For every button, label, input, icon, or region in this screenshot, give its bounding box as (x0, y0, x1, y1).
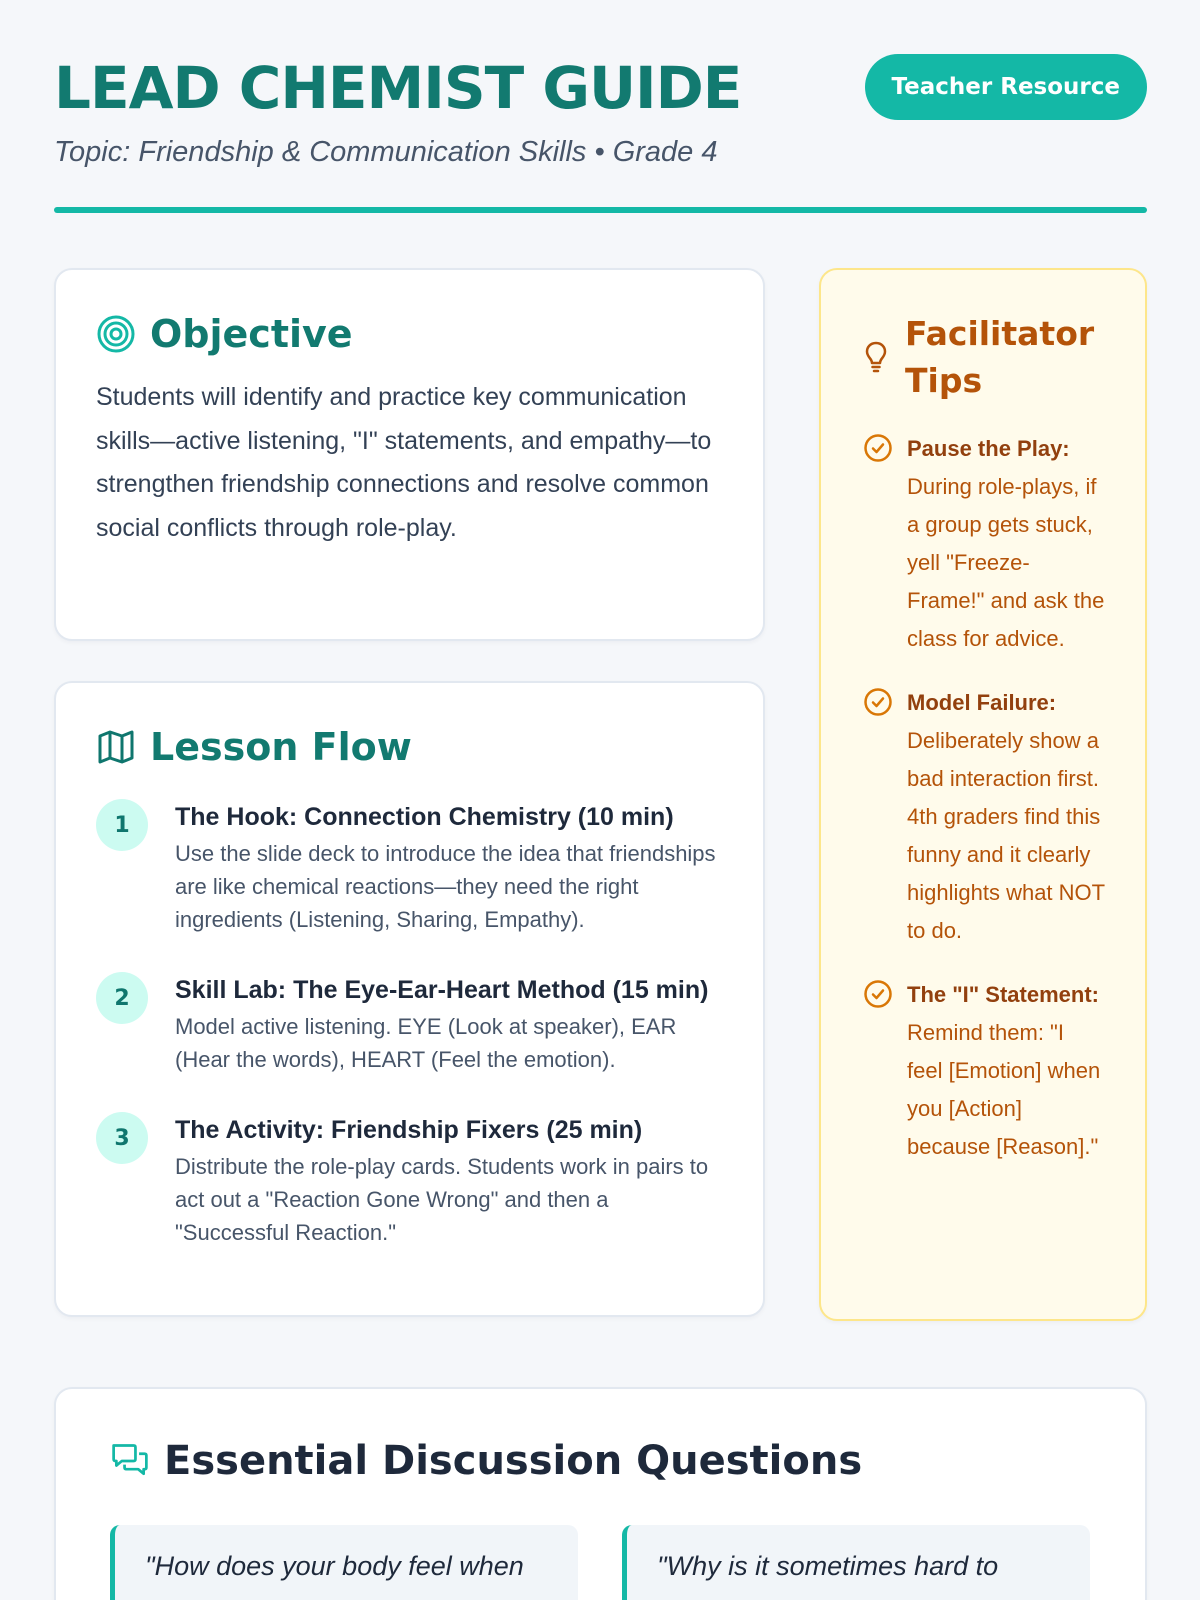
facilitator-tips-card (819, 268, 1147, 1321)
check-circle-icon (863, 687, 893, 717)
step-number: 1 (96, 799, 148, 851)
step-title: The Activity: Friendship Fixers (25 min) (175, 1116, 643, 1144)
tip-item (863, 684, 1105, 950)
tip-item (863, 430, 1105, 658)
tip-text (907, 430, 1105, 658)
discussion-title: Essential Discussion Questions (164, 1438, 863, 1484)
objective-text: Students will identify and practice key communication skills—active listening, "I" statements, and empathy—to strengthen friendship connections and resolve common social conflicts through role-play. (96, 383, 712, 542)
lesson-step (96, 1110, 723, 1249)
discussion-card (54, 1387, 1147, 1600)
step-body (175, 1110, 723, 1249)
lesson-steps (96, 797, 723, 1249)
step-number: 3 (96, 1112, 148, 1164)
tip-body: During role-plays, if a group gets stuck, yell "Freeze-Frame!" and ask the class for advice. (907, 474, 1105, 651)
step-description: Distribute the role-play cards. Students work in pairs to act out a "Reaction Gone Wrong" and then a "Successful Reaction." (175, 1154, 709, 1245)
lesson-step (96, 797, 723, 936)
step-title: Skill Lab: The Eye-Ear-Heart Method (15 min) (175, 976, 709, 1004)
discussion-questions (110, 1525, 1091, 1600)
tip-label: The "I" Statement: (907, 982, 1099, 1007)
discussion-question: "How does your body feel when (110, 1525, 578, 1600)
discussion-heading (110, 1439, 1091, 1483)
lesson-flow-card (54, 681, 765, 1317)
tip-label: Pause the Play: (907, 436, 1070, 461)
facilitator-tips-heading (863, 310, 1105, 404)
lightbulb-icon (863, 340, 889, 374)
tip-item (863, 976, 1105, 1166)
lesson-flow-title: Lesson Flow (150, 725, 412, 769)
objective-heading (96, 312, 723, 356)
facilitator-tips-title: Facilitator Tips (905, 314, 1095, 400)
lesson-step (96, 970, 723, 1076)
target-icon (96, 314, 136, 354)
teacher-resource-badge: Teacher Resource (865, 54, 1147, 120)
header-divider (54, 207, 1147, 213)
tip-text (907, 976, 1105, 1166)
step-title: The Hook: Connection Chemistry (10 min) (175, 803, 674, 831)
tip-body: Deliberately show a bad interaction first. 4th graders find this funny and it clearly highlights what NOT to do. (907, 728, 1105, 943)
page-subtitle: Topic: Friendship & Communication Skills • Grade 4 (54, 136, 718, 168)
facilitator-tips-list (863, 430, 1105, 1166)
page-header (54, 50, 1147, 169)
step-number: 2 (96, 972, 148, 1024)
step-body (175, 970, 723, 1076)
tip-body: Remind them: "I feel [Emotion] when you [Action] because [Reason]." (907, 1020, 1101, 1159)
lesson-flow-heading (96, 725, 723, 769)
tip-label: Model Failure: (907, 690, 1057, 715)
step-description: Model active listening. EYE (Look at speaker), EAR (Hear the words), HEART (Feel the emotion). (175, 1014, 677, 1072)
objective-card (54, 268, 765, 641)
tip-text (907, 684, 1105, 950)
discussion-question: "Why is it sometimes hard to (622, 1525, 1090, 1600)
objective-title: Objective (150, 312, 353, 356)
check-circle-icon (863, 979, 893, 1009)
check-circle-icon (863, 433, 893, 463)
step-description: Use the slide deck to introduce the idea that friendships are like chemical reactions—they need the right ingredients (Listening, Sharing, Empathy). (175, 841, 716, 932)
step-body (175, 797, 723, 936)
chat-bubbles-icon (110, 1441, 150, 1481)
page-title: LEAD CHEMIST GUIDE (54, 54, 742, 122)
map-icon (96, 727, 136, 767)
